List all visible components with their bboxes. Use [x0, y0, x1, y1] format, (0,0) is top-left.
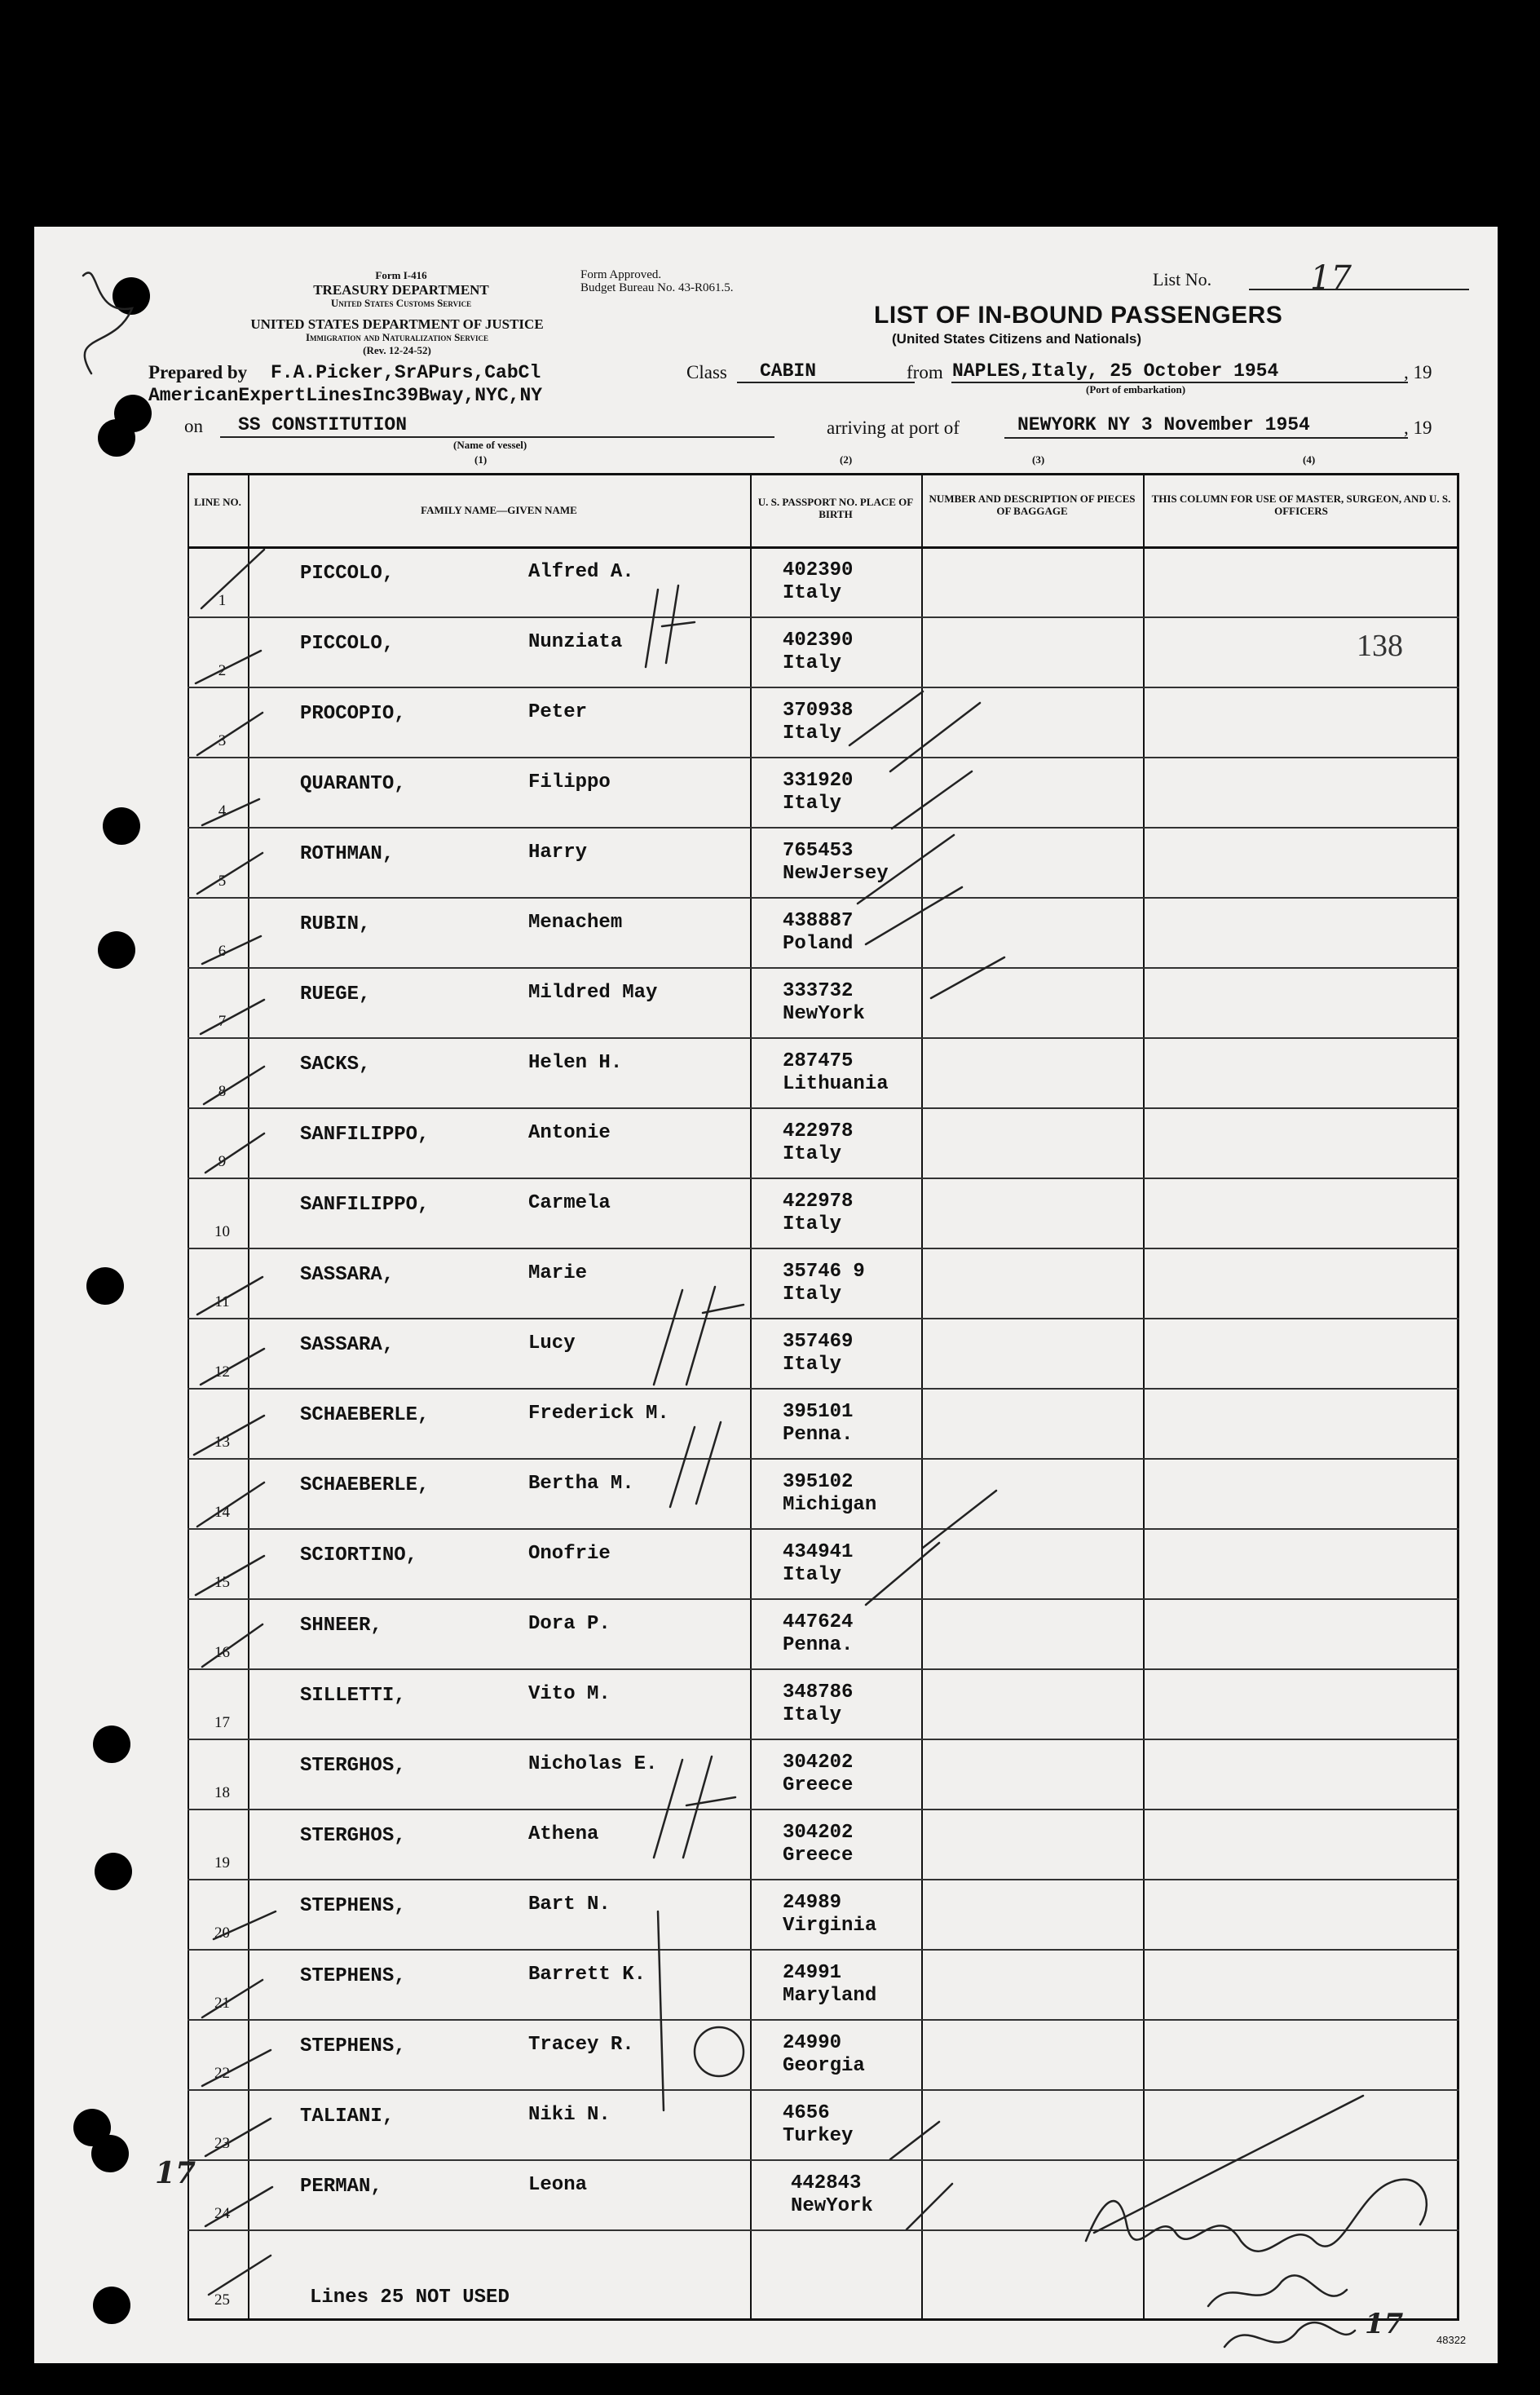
- vessel-value: SS CONSTITUTION: [238, 414, 408, 435]
- given-name: Menachem: [528, 912, 623, 934]
- tick-mark: [205, 1133, 264, 1173]
- given-name: Helen H.: [528, 1052, 623, 1074]
- tick-mark: [849, 692, 923, 745]
- passport-number: 348786: [783, 1681, 854, 1703]
- margin-mark: [83, 272, 132, 373]
- tick-mark: [196, 651, 261, 683]
- treasury-dept: TREASURY DEPARTMENT: [313, 282, 489, 298]
- col1-number: (1): [474, 453, 488, 466]
- bracket-mark: [686, 1287, 715, 1385]
- doj-heading: UNITED STATES DEPARTMENT OF JUSTICE: [250, 316, 544, 332]
- header-baggage: NUMBER AND DESCRIPTION OF PIECES OF BAGGAGE: [929, 493, 1136, 517]
- arriving-label: arriving at port of: [827, 418, 960, 438]
- passport-number: 402390: [783, 559, 854, 581]
- bracket-mark: [686, 1797, 735, 1805]
- col3-number: (3): [1032, 453, 1045, 466]
- bracket-mark: [654, 1290, 682, 1385]
- passport-number: 4656: [783, 2102, 830, 2124]
- tick-mark: [194, 1416, 264, 1455]
- class-label: Class: [686, 362, 727, 382]
- place-of-birth: Italy: [783, 1143, 842, 1165]
- bracket-mark: [646, 590, 658, 667]
- place-of-birth: Italy: [783, 1213, 842, 1235]
- place-of-birth: Greece: [783, 1845, 854, 1867]
- tick-mark: [197, 853, 263, 894]
- line-number: 9: [218, 1153, 227, 1170]
- arriving-value: NEWYORK NY 3 November 1954: [1017, 414, 1310, 435]
- passport-number: 24990: [783, 2032, 842, 2054]
- given-name: Carmela: [528, 1192, 611, 1214]
- family-name: QUARANTO,: [300, 773, 406, 795]
- tick-mark: [202, 2050, 271, 2086]
- passport-number: 395102: [783, 1471, 854, 1493]
- place-of-birth: Poland: [783, 933, 854, 955]
- prepared-by-value: F.A.Picker,SrAPurs,CabCl: [271, 362, 541, 383]
- place-of-birth: Virginia: [783, 1915, 877, 1937]
- family-name: ROTHMAN,: [300, 843, 395, 865]
- place-of-birth: NewYork: [783, 1003, 865, 1025]
- family-name: SHNEER,: [300, 1615, 382, 1637]
- bracket-mark: [696, 1422, 721, 1504]
- document-page: [34, 227, 1498, 2363]
- budget-bureau: Budget Bureau No. 43-R061.5.: [580, 281, 734, 294]
- family-name: RUBIN,: [300, 913, 371, 935]
- line-number: 24: [214, 2205, 230, 2222]
- line-number: 16: [214, 1644, 230, 1661]
- place-of-birth: Georgia: [783, 2055, 865, 2077]
- place-of-birth: Italy: [783, 652, 842, 674]
- line-number: 21: [214, 1995, 230, 2012]
- tick-mark: [205, 2119, 271, 2156]
- given-name: Bertha M.: [528, 1473, 634, 1495]
- form-approved: Form Approved.: [580, 268, 662, 281]
- bracket-mark: [654, 1760, 682, 1858]
- port-embarkation-value: NAPLES,Italy, 25 October 1954: [952, 360, 1279, 382]
- given-name: Antonie: [528, 1122, 611, 1144]
- family-name: PICCOLO,: [300, 563, 395, 585]
- place-of-birth: Italy: [783, 1284, 842, 1306]
- from-year-suffix: , 19: [1404, 362, 1432, 382]
- line-number: 19: [214, 1854, 230, 1871]
- line-number: 2: [218, 662, 227, 679]
- family-name: STERGHOS,: [300, 1755, 406, 1777]
- header-passport: U. S. PASSPORT NO. PLACE OF BIRTH: [757, 496, 914, 520]
- tick-mark: [858, 835, 954, 904]
- printer-number: 48322: [1436, 2334, 1467, 2346]
- handwritten-marks: [34, 227, 1498, 2363]
- tick-mark: [197, 1483, 264, 1527]
- family-name: SCHAEBERLE,: [300, 1474, 430, 1496]
- tick-mark: [931, 957, 1004, 998]
- header-line-no: LINE NO.: [194, 496, 241, 508]
- family-name: SASSARA,: [300, 1264, 395, 1286]
- tick-mark: [201, 550, 264, 608]
- family-name: PICCOLO,: [300, 633, 395, 655]
- tick-mark: [890, 2122, 939, 2159]
- revision: (Rev. 12-24-52): [363, 344, 431, 356]
- line-number: 13: [214, 1434, 230, 1451]
- given-name: Mildred May: [528, 982, 658, 1004]
- line-number: 18: [214, 1784, 230, 1801]
- place-of-birth: Italy: [783, 793, 842, 815]
- given-name: Alfred A.: [528, 561, 634, 583]
- given-name: Frederick M.: [528, 1403, 669, 1425]
- passport-number: 35746 9: [783, 1261, 865, 1283]
- line-number: 12: [214, 1363, 230, 1381]
- tick-mark: [1094, 2096, 1363, 2233]
- given-name: Nunziata: [528, 631, 623, 653]
- passport-number: 304202: [783, 1752, 854, 1774]
- tick-mark: [202, 799, 259, 825]
- line-number: 7: [218, 1013, 227, 1030]
- family-name: STEPHENS,: [300, 2035, 406, 2057]
- place-of-birth: Italy: [783, 1704, 842, 1726]
- family-name: STERGHOS,: [300, 1825, 406, 1847]
- given-name: Vito M.: [528, 1683, 611, 1705]
- place-of-birth: Italy: [783, 1564, 842, 1586]
- place-of-birth: NewJersey: [783, 863, 889, 885]
- given-name: Peter: [528, 701, 588, 723]
- tick-mark: [209, 2256, 271, 2295]
- port-embarkation-caption: (Port of embarkation): [1086, 383, 1186, 395]
- prepared-company: AmericanExpertLinesInc39Bway,NYC,NY: [148, 385, 543, 406]
- tick-mark: [866, 887, 962, 944]
- lines-not-used: Lines 25 NOT USED: [310, 2287, 510, 2309]
- family-name: SANFILIPPO,: [300, 1124, 430, 1146]
- passport-number: 331920: [783, 770, 854, 792]
- family-name: STEPHENS,: [300, 1895, 406, 1917]
- place-of-birth: Lithuania: [783, 1073, 889, 1095]
- line-number: 3: [218, 732, 227, 749]
- bracket-mark: [683, 1756, 712, 1858]
- circled-mark: [695, 2027, 744, 2076]
- tick-mark: [204, 1067, 264, 1104]
- passport-number: 447624: [783, 1611, 854, 1633]
- family-name: TALIANI,: [300, 2106, 395, 2128]
- place-of-birth: Penna.: [783, 1424, 854, 1446]
- bracket-mark: [658, 1911, 664, 2110]
- given-name: Leona: [528, 2174, 588, 2196]
- family-name: PERMAN,: [300, 2176, 382, 2198]
- passport-number: 438887: [783, 910, 854, 932]
- line-number: 17: [214, 1714, 230, 1731]
- margin-number: 17: [155, 2156, 196, 2190]
- tick-mark: [197, 713, 263, 755]
- passport-number: 422978: [783, 1191, 854, 1213]
- passport-number: 304202: [783, 1822, 854, 1844]
- signature-mark: [1086, 2180, 1427, 2251]
- vessel-caption: (Name of vessel): [453, 439, 527, 451]
- tick-mark: [196, 1556, 264, 1595]
- line-number: 20: [214, 1924, 230, 1942]
- family-name: STEPHENS,: [300, 1965, 406, 1987]
- passport-number: 402390: [783, 630, 854, 652]
- from-label: from: [907, 362, 943, 382]
- header-officers: THIS COLUMN FOR USE OF MASTER, SURGEON, AND U. S. OFFICERS: [1151, 493, 1451, 517]
- given-name: Tracey R.: [528, 2034, 634, 2056]
- family-name: RUEGE,: [300, 983, 371, 1005]
- line-number: 25: [214, 2291, 230, 2309]
- bracket-mark: [662, 622, 695, 626]
- line-number: 6: [218, 943, 227, 960]
- place-of-birth: Italy: [783, 722, 842, 745]
- passport-number: 24991: [783, 1962, 842, 1984]
- line-number: 8: [218, 1083, 227, 1100]
- line-number: 4: [218, 802, 227, 820]
- line-number: 22: [214, 2065, 230, 2082]
- prepared-label: Prepared by: [148, 362, 248, 382]
- passport-number: 24989: [783, 1892, 842, 1914]
- place-of-birth: Greece: [783, 1774, 854, 1796]
- given-name: Harry: [528, 842, 588, 864]
- col2-number: (2): [840, 453, 853, 466]
- given-name: Nicholas E.: [528, 1753, 658, 1775]
- header-name: FAMILY NAME—GIVEN NAME: [421, 504, 577, 516]
- document-subtitle: (United States Citizens and Nationals): [892, 331, 1142, 347]
- passport-number: 333732: [783, 980, 854, 1002]
- arriving-year-suffix: , 19: [1404, 418, 1432, 438]
- given-name: Marie: [528, 1262, 588, 1284]
- place-of-birth: Penna.: [783, 1634, 854, 1656]
- ins-heading: Immigration and Naturalization Service: [305, 331, 489, 343]
- document-title: LIST OF IN-BOUND PASSENGERS: [874, 302, 1283, 329]
- signature-mark: [1208, 2275, 1347, 2306]
- line-number: 14: [214, 1504, 230, 1521]
- stamp-number: 138: [1357, 629, 1403, 663]
- given-name: Bart N.: [528, 1893, 611, 1916]
- tick-mark: [205, 2187, 272, 2226]
- place-of-birth: Italy: [783, 1354, 842, 1376]
- given-name: Onofrie: [528, 1543, 611, 1565]
- family-name: SASSARA,: [300, 1334, 395, 1356]
- col4-number: (4): [1303, 453, 1316, 466]
- passport-number: 442843: [791, 2172, 862, 2194]
- family-name: SCIORTINO,: [300, 1544, 418, 1566]
- place-of-birth: Turkey: [783, 2125, 854, 2147]
- given-name: Dora P.: [528, 1613, 611, 1635]
- tick-mark: [202, 1980, 263, 2017]
- tick-mark: [866, 1543, 939, 1605]
- form-number: Form I-416: [375, 269, 427, 281]
- line-number: 10: [214, 1223, 230, 1240]
- tick-mark: [892, 771, 972, 829]
- tick-mark: [197, 1277, 263, 1315]
- family-name: PROCOPIO,: [300, 703, 406, 725]
- line-number: 15: [214, 1574, 230, 1591]
- passport-number: 434941: [783, 1541, 854, 1563]
- place-of-birth: Maryland: [783, 1985, 877, 2007]
- tick-mark: [923, 1491, 996, 1548]
- passport-number: 765453: [783, 840, 854, 862]
- tick-mark: [202, 1624, 263, 1667]
- tick-mark: [201, 1349, 264, 1385]
- line-number: 23: [214, 2135, 230, 2152]
- place-of-birth: Michigan: [783, 1494, 877, 1516]
- passport-number: 422978: [783, 1120, 854, 1142]
- bracket-mark: [670, 1427, 695, 1507]
- given-name: Niki N.: [528, 2104, 611, 2126]
- passport-number: 357469: [783, 1331, 854, 1353]
- given-name: Athena: [528, 1823, 599, 1845]
- line-number: 5: [218, 873, 227, 890]
- tick-mark: [202, 936, 261, 964]
- line-number: 11: [214, 1293, 230, 1310]
- given-name: Barrett K.: [528, 1964, 646, 1986]
- customs-service: United States Customs Service: [330, 297, 472, 309]
- line-number: 1: [218, 592, 227, 609]
- tick-mark: [214, 1911, 276, 1939]
- tick-mark: [907, 2184, 952, 2229]
- tick-mark: [201, 1000, 264, 1034]
- passport-number: 395101: [783, 1401, 854, 1423]
- given-name: Lucy: [528, 1332, 576, 1354]
- passport-number: 370938: [783, 700, 854, 722]
- signature-number: 17: [1365, 2308, 1404, 2340]
- family-name: SILLETTI,: [300, 1685, 406, 1707]
- tick-mark: [890, 703, 980, 771]
- passport-number: 287475: [783, 1050, 854, 1072]
- family-name: SCHAEBERLE,: [300, 1404, 430, 1426]
- list-no-value: 17: [1310, 259, 1352, 297]
- class-value: CABIN: [760, 360, 817, 382]
- list-no-label: List No.: [1153, 269, 1212, 289]
- signature-mark: [1224, 2322, 1355, 2347]
- place-of-birth: Italy: [783, 582, 842, 604]
- place-of-birth: NewYork: [791, 2195, 873, 2217]
- family-name: SACKS,: [300, 1054, 371, 1076]
- family-name: SANFILIPPO,: [300, 1194, 430, 1216]
- given-name: Filippo: [528, 771, 611, 793]
- on-label: on: [184, 416, 203, 436]
